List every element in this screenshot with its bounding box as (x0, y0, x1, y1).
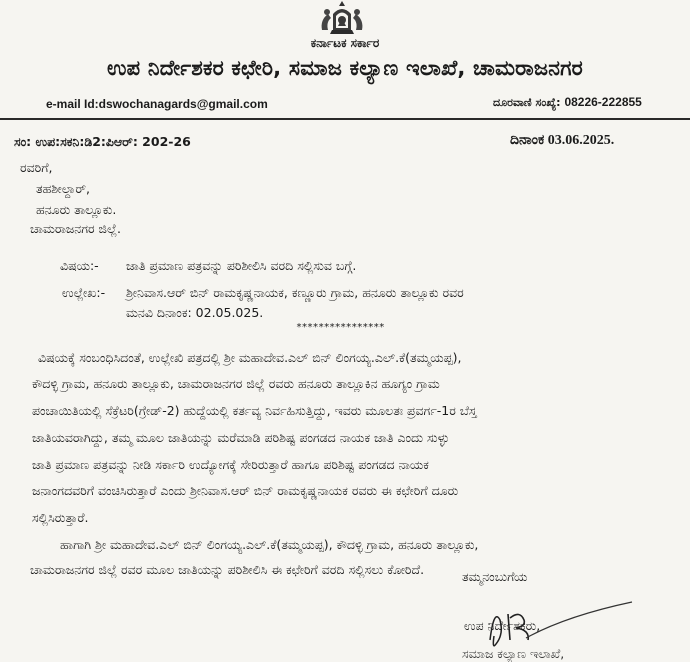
body-line: ಪಂಚಾಯಿತಿಯಲ್ಲಿ ಸೆಕ್ರೆಟರಿ(ಗ್ರೇಡ್-2) ಹುದ್ದೆಯಲ್ಲಿ ಕರ್ತವ್ಯ ನಿರ್ವಹಿಸುತ್ತಿದ್ದು, ಇವರು ಮೂಲತಃ ಪ್ರವರ್ಗ-1ರ ಬೆಸ್ತ (32, 403, 477, 418)
subject-text: ಜಾತಿ ಪ್ರಮಾಣ ಪತ್ರವನ್ನು ಪರಿಶೀಲಿಸಿ ವರದಿ ಸಲ್ಲಿಸುವ ಬಗ್ಗೆ. (126, 258, 357, 273)
phone-value: 08226-222855 (564, 95, 642, 109)
separator: **************** (296, 322, 385, 333)
body-line: ಜನಾಂಗದವರಿಗೆ ವಂಚಿಸಿರುತ್ತಾರೆ ಎಂದು ಶ್ರೀನಿವಾಸ.ಆರ್ ಬಿನ್ ರಾಮಕೃಷ್ಣನಾಯಕ ರವರು ಈ ಕಛೇರಿಗೆ ದೂರು (32, 483, 459, 498)
body-line: ಹಾಗಾಗಿ ಶ್ರೀ ಮಹಾದೇವ.ಎಲ್ ಬಿನ್ ಲಿಂಗಯ್ಯ.ಎಲ್.ಕೆ(ತಮ್ಮಯಪ್ಪ), ಕೌದಳ್ಳಿ ಗ್ರಾಮ, ಹನೂರು ತಾಲ್ಲೂಕು, (60, 537, 479, 552)
letter-date (510, 132, 614, 149)
header-divider (0, 118, 690, 120)
reference-label: ಉಲ್ಲೇಖ:- (62, 285, 106, 300)
government-name: ಕರ್ನಾಟಕ ಸರ್ಕಾರ (310, 36, 380, 50)
recipient-line: ಚಾಮರಾಜನಗರ ಜಿಲ್ಲೆ. (30, 221, 122, 236)
phone-label: ದೂರವಾಣಿ ಸಂಖ್ಯೆ: (493, 96, 561, 109)
recipient-line: ಹನೂರು ತಾಲ್ಲೂಕು. (36, 202, 117, 217)
letter-date-text: ದಿನಾಂಕ 03.06.2025. (510, 133, 615, 148)
recipient-salutation: ರವರಿಗೆ, (20, 160, 53, 175)
body-line: ಜಾತಿ ಪ್ರಮಾಣ ಪತ್ರವನ್ನು ನೀಡಿ ಸರ್ಕಾರಿ ಉದ್ಯೋಗಕ್ಕೆ ಸೇರಿರುತ್ತಾರೆ ಹಾಗೂ ಪರಿಶಿಷ್ಟ ಪಂಗಡದ ನಾಯಕ (32, 457, 429, 472)
phone-number (493, 95, 642, 110)
body-line: ಕೌದಳ್ಳಿ ಗ್ರಾಮ, ಹನೂರು ತಾಲ್ಲೂಕು, ಚಾಮರಾಜನಗರ ಜಿಲ್ಲೆ ರವರು ಹನೂರು ತಾಲ್ಲೂಕಿನ ಹೂಗ್ಯಂ ಗ್ರಾಮ (32, 376, 440, 391)
department-name: ಸಮಾಜ ಕಲ್ಯಾಣ ಇಲಾಖೆ, (462, 646, 565, 661)
office-title: ಉಪ ನಿರ್ದೇಶಕರ ಕಛೇರಿ, ಸಮಾಜ ಕಲ್ಯಾಣ ಇಲಾಖೆ, ಚಾಮರಾಜನಗರ (107, 56, 583, 80)
recipient-line: ತಹಶೀಲ್ದಾರ್, (36, 181, 91, 196)
body-line: ಚಾಮರಾಜನಗರ ಜಿಲ್ಲೆ ರವರ ಮೂಲ ಜಾತಿಯನ್ನು ಪರಿಶೀಲಿಸಿ ಈ ಕಛೇರಿಗೆ ವರದಿ ಸಲ್ಲಿಸಲು ಕೋರಿದೆ. (30, 562, 425, 577)
subject-label: ವಿಷಯ:- (60, 258, 99, 273)
designation: ಉಪ ನಿರ್ದೇಶಕರು, (464, 618, 541, 633)
email-address: e-mail Id:dswochanagards@gmail.com (46, 97, 268, 111)
closing: ತಮ್ಮನಂಬುಗೆಯ (462, 569, 528, 584)
body-line: ವಿಷಯಕ್ಕೆ ಸಂಬಂಧಿಸಿದಂತೆ, ಉಲ್ಲೇಖಿ ಪತ್ರದಲ್ಲಿ ಶ್ರೀ ಮಹಾದೇವ.ಎಲ್ ಬಿನ್ ಲಿಂಗಯ್ಯ.ಎಲ್.ಕೆ(ತಮ್ಮಯಪ್ಪ), (38, 350, 462, 365)
state-emblem-icon (316, 0, 368, 36)
body-line: ಜಾತಿಯವರಾಗಿದ್ದು, ತಮ್ಮ ಮೂಲ ಜಾತಿಯನ್ನು ಮರೆಮಾಡಿ ಪರಿಶಿಷ್ಟ ಪಂಗಡದ ನಾಯಕ ಜಾತಿ ಎಂದು ಸುಳ್ಳು (32, 430, 450, 445)
reference-text: ಮನವಿ ದಿನಾಂಕ: 02.05.025. (126, 305, 264, 320)
body-line: ಸಲ್ಲಿಸಿರುತ್ತಾರೆ. (32, 510, 89, 525)
reference-text: ಶ್ರೀನಿವಾಸ.ಆರ್ ಬಿನ್ ರಾಮಕೃಷ್ಣನಾಯಕ, ಕಣ್ಣೂರು ಗ್ರಾಮ, ಹನೂರು ತಾಲ್ಲೂಕು ರವರ (126, 285, 464, 300)
reference-number: ಸಂ: ಉಪ:ಸಕನಿ:ಡಿ2:ಪಿಆರ್: 202-26 (14, 134, 191, 149)
